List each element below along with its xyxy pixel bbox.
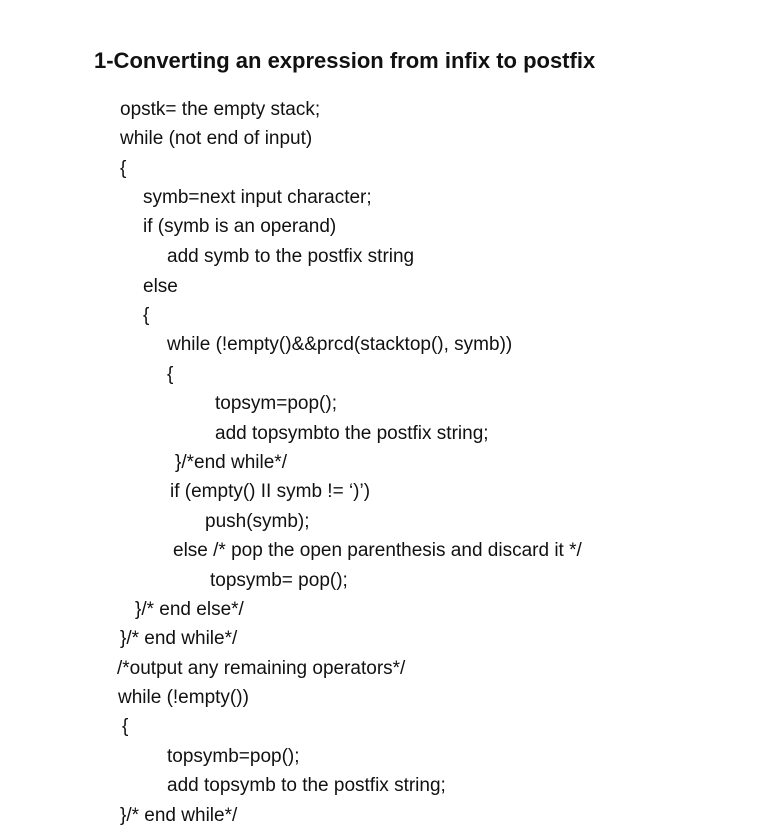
code-line: else /* pop the open parenthesis and discard it */ <box>173 540 582 561</box>
code-line: push(symb); <box>205 511 310 532</box>
code-line: { <box>122 716 129 737</box>
code-line: { <box>120 158 127 179</box>
code-line: { <box>167 364 174 385</box>
code-line: }/* end while*/ <box>120 628 238 649</box>
code-line: add topsymbto the postfix string; <box>215 423 489 444</box>
code-line: if (symb is an operand) <box>143 216 337 237</box>
code-line: topsymb=pop(); <box>167 746 300 767</box>
code-line: /*output any remaining operators*/ <box>117 658 406 679</box>
code-line: while (not end of input) <box>120 128 313 149</box>
code-line: opstk= the empty stack; <box>120 99 321 120</box>
code-line: }/*end while*/ <box>175 452 287 473</box>
code-line: { <box>143 305 150 326</box>
code-line: while (!empty()&&prcd(stacktop(), symb)) <box>167 334 513 355</box>
code-line: topsymb= pop(); <box>210 570 348 591</box>
code-line: }/* end else*/ <box>135 599 244 620</box>
code-line: }/* end while*/ <box>120 805 238 826</box>
code-line: symb=next input character; <box>143 187 372 208</box>
code-line: add topsymb to the postfix string; <box>167 775 446 796</box>
section-heading: 1-Converting an expression from infix to postfix <box>94 48 596 73</box>
code-line: topsym=pop(); <box>215 393 337 414</box>
code-line: add symb to the postfix string <box>167 246 415 267</box>
code-line: while (!empty()) <box>118 687 249 708</box>
code-line: if (empty() II symb != ‘)’) <box>170 481 371 502</box>
code-line: else <box>143 276 178 297</box>
